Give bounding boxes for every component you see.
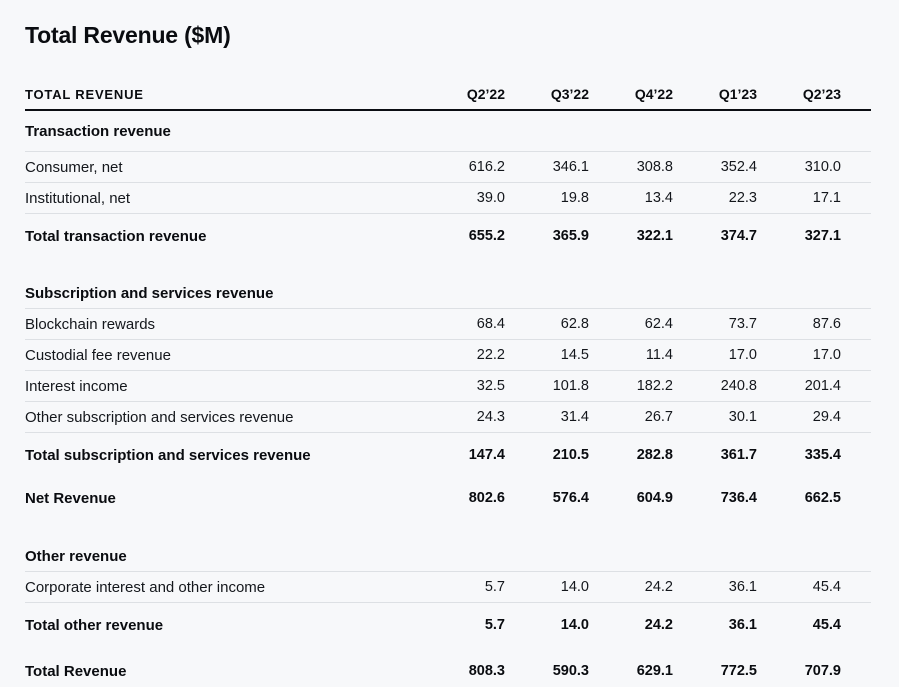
table-row-other-subscription-revenue xyxy=(25,402,871,433)
value-cell: 24.2 xyxy=(589,572,673,603)
value-cell: 327.1 xyxy=(804,228,841,244)
value-cell: 335.4 xyxy=(804,447,841,463)
column-header-q2-23: Q2’23 xyxy=(757,79,871,110)
value-cell: 365.9 xyxy=(552,228,589,244)
value-cell: 808.3 xyxy=(468,663,505,679)
table-row-blockchain-rewards xyxy=(25,309,871,340)
value-cell: 22.2 xyxy=(421,340,505,371)
table-row-interest-income xyxy=(25,371,871,402)
section-header-label: Subscription and services revenue xyxy=(25,278,871,309)
value-cell: 87.6 xyxy=(757,309,871,340)
value-cell: 322.1 xyxy=(636,228,673,244)
value-cell: 68.4 xyxy=(421,309,505,340)
column-header-q3-22: Q3’22 xyxy=(505,79,589,110)
value-cell: 22.3 xyxy=(673,183,757,214)
value-cell: 147.4 xyxy=(468,447,505,463)
value-cell: 616.2 xyxy=(421,152,505,183)
value-cell: 352.4 xyxy=(673,152,757,183)
row-label: Net Revenue xyxy=(25,489,116,507)
value-cell: 346.1 xyxy=(505,152,589,183)
value-cell: 19.8 xyxy=(505,183,589,214)
value-cell: 576.4 xyxy=(552,490,589,506)
value-cell: 308.8 xyxy=(589,152,673,183)
value-cell: 240.8 xyxy=(673,371,757,402)
table-row-net-revenue xyxy=(25,483,871,513)
value-cell: 662.5 xyxy=(804,490,841,506)
section-header-label: Transaction revenue xyxy=(25,110,871,152)
value-cell: 361.7 xyxy=(720,447,757,463)
value-cell: 17.0 xyxy=(757,340,871,371)
value-cell: 36.1 xyxy=(728,617,757,633)
value-cell: 655.2 xyxy=(468,228,505,244)
section-header-transaction-revenue xyxy=(25,110,871,152)
section-header-label: Other revenue xyxy=(25,541,871,572)
row-label: Interest income xyxy=(25,371,421,402)
value-cell: 802.6 xyxy=(468,490,505,506)
value-cell: 14.5 xyxy=(505,340,589,371)
value-cell: 24.2 xyxy=(644,617,673,633)
value-cell: 5.7 xyxy=(421,572,505,603)
value-cell: 30.1 xyxy=(673,402,757,433)
value-cell: 629.1 xyxy=(636,663,673,679)
column-header-q4-22: Q4’22 xyxy=(589,79,673,110)
value-cell: 73.7 xyxy=(673,309,757,340)
value-cell: 31.4 xyxy=(505,402,589,433)
value-cell: 5.7 xyxy=(484,617,505,633)
value-cell: 24.3 xyxy=(421,402,505,433)
value-cell: 604.9 xyxy=(636,490,673,506)
value-cell: 29.4 xyxy=(757,402,871,433)
value-cell: 17.0 xyxy=(673,340,757,371)
row-label: Consumer, net xyxy=(25,152,421,183)
value-cell: 310.0 xyxy=(757,152,871,183)
value-cell: 14.0 xyxy=(505,572,589,603)
spacer xyxy=(25,258,871,278)
row-label: Blockchain rewards xyxy=(25,309,421,340)
row-label: Total other revenue xyxy=(25,616,164,634)
row-label: Other subscription and services revenue xyxy=(25,402,421,433)
value-cell: 39.0 xyxy=(421,183,505,214)
table-row-custodial-fee-revenue xyxy=(25,340,871,371)
table-header-row xyxy=(25,79,871,110)
row-label: Total transaction revenue xyxy=(25,227,207,245)
value-cell: 182.2 xyxy=(589,371,673,402)
row-label: Custodial fee revenue xyxy=(25,340,421,371)
spacer xyxy=(25,647,871,656)
page-title: Total Revenue ($M) xyxy=(25,22,231,48)
value-cell: 282.8 xyxy=(636,447,673,463)
table-row-total-other-revenue xyxy=(25,603,871,648)
value-cell: 590.3 xyxy=(552,663,589,679)
value-cell: 101.8 xyxy=(505,371,589,402)
value-cell: 772.5 xyxy=(720,663,757,679)
value-cell: 32.5 xyxy=(421,371,505,402)
row-label: Total subscription and services revenue xyxy=(25,446,311,464)
table-row-total-transaction-revenue xyxy=(25,214,871,259)
revenue-table xyxy=(25,79,871,686)
row-label: Total Revenue xyxy=(25,662,127,680)
spacer xyxy=(25,513,871,541)
value-cell: 45.4 xyxy=(757,572,871,603)
value-cell: 736.4 xyxy=(720,490,757,506)
table-row-corporate-interest xyxy=(25,572,871,603)
value-cell: 374.7 xyxy=(720,228,757,244)
value-cell: 13.4 xyxy=(589,183,673,214)
row-label: Institutional, net xyxy=(25,183,421,214)
value-cell: 62.8 xyxy=(505,309,589,340)
value-cell: 17.1 xyxy=(757,183,871,214)
section-header-subscription-revenue xyxy=(25,278,871,309)
column-header-q2-22: Q2’22 xyxy=(421,79,505,110)
value-cell: 62.4 xyxy=(589,309,673,340)
table-row-total-revenue xyxy=(25,656,871,686)
column-header-q1-23: Q1’23 xyxy=(673,79,757,110)
value-cell: 26.7 xyxy=(589,402,673,433)
value-cell: 201.4 xyxy=(757,371,871,402)
value-cell: 36.1 xyxy=(673,572,757,603)
table-row-total-subscription-revenue xyxy=(25,433,871,478)
row-label: Corporate interest and other income xyxy=(25,572,421,603)
section-header-other-revenue xyxy=(25,541,871,572)
value-cell: 14.0 xyxy=(560,617,589,633)
value-cell: 210.5 xyxy=(552,447,589,463)
table-row-consumer-net xyxy=(25,152,871,183)
table-row-institutional-net xyxy=(25,183,871,214)
value-cell: 45.4 xyxy=(812,617,841,633)
value-cell: 707.9 xyxy=(804,663,841,679)
value-cell: 11.4 xyxy=(589,340,673,371)
table-header-label: TOTAL REVENUE xyxy=(25,79,421,110)
